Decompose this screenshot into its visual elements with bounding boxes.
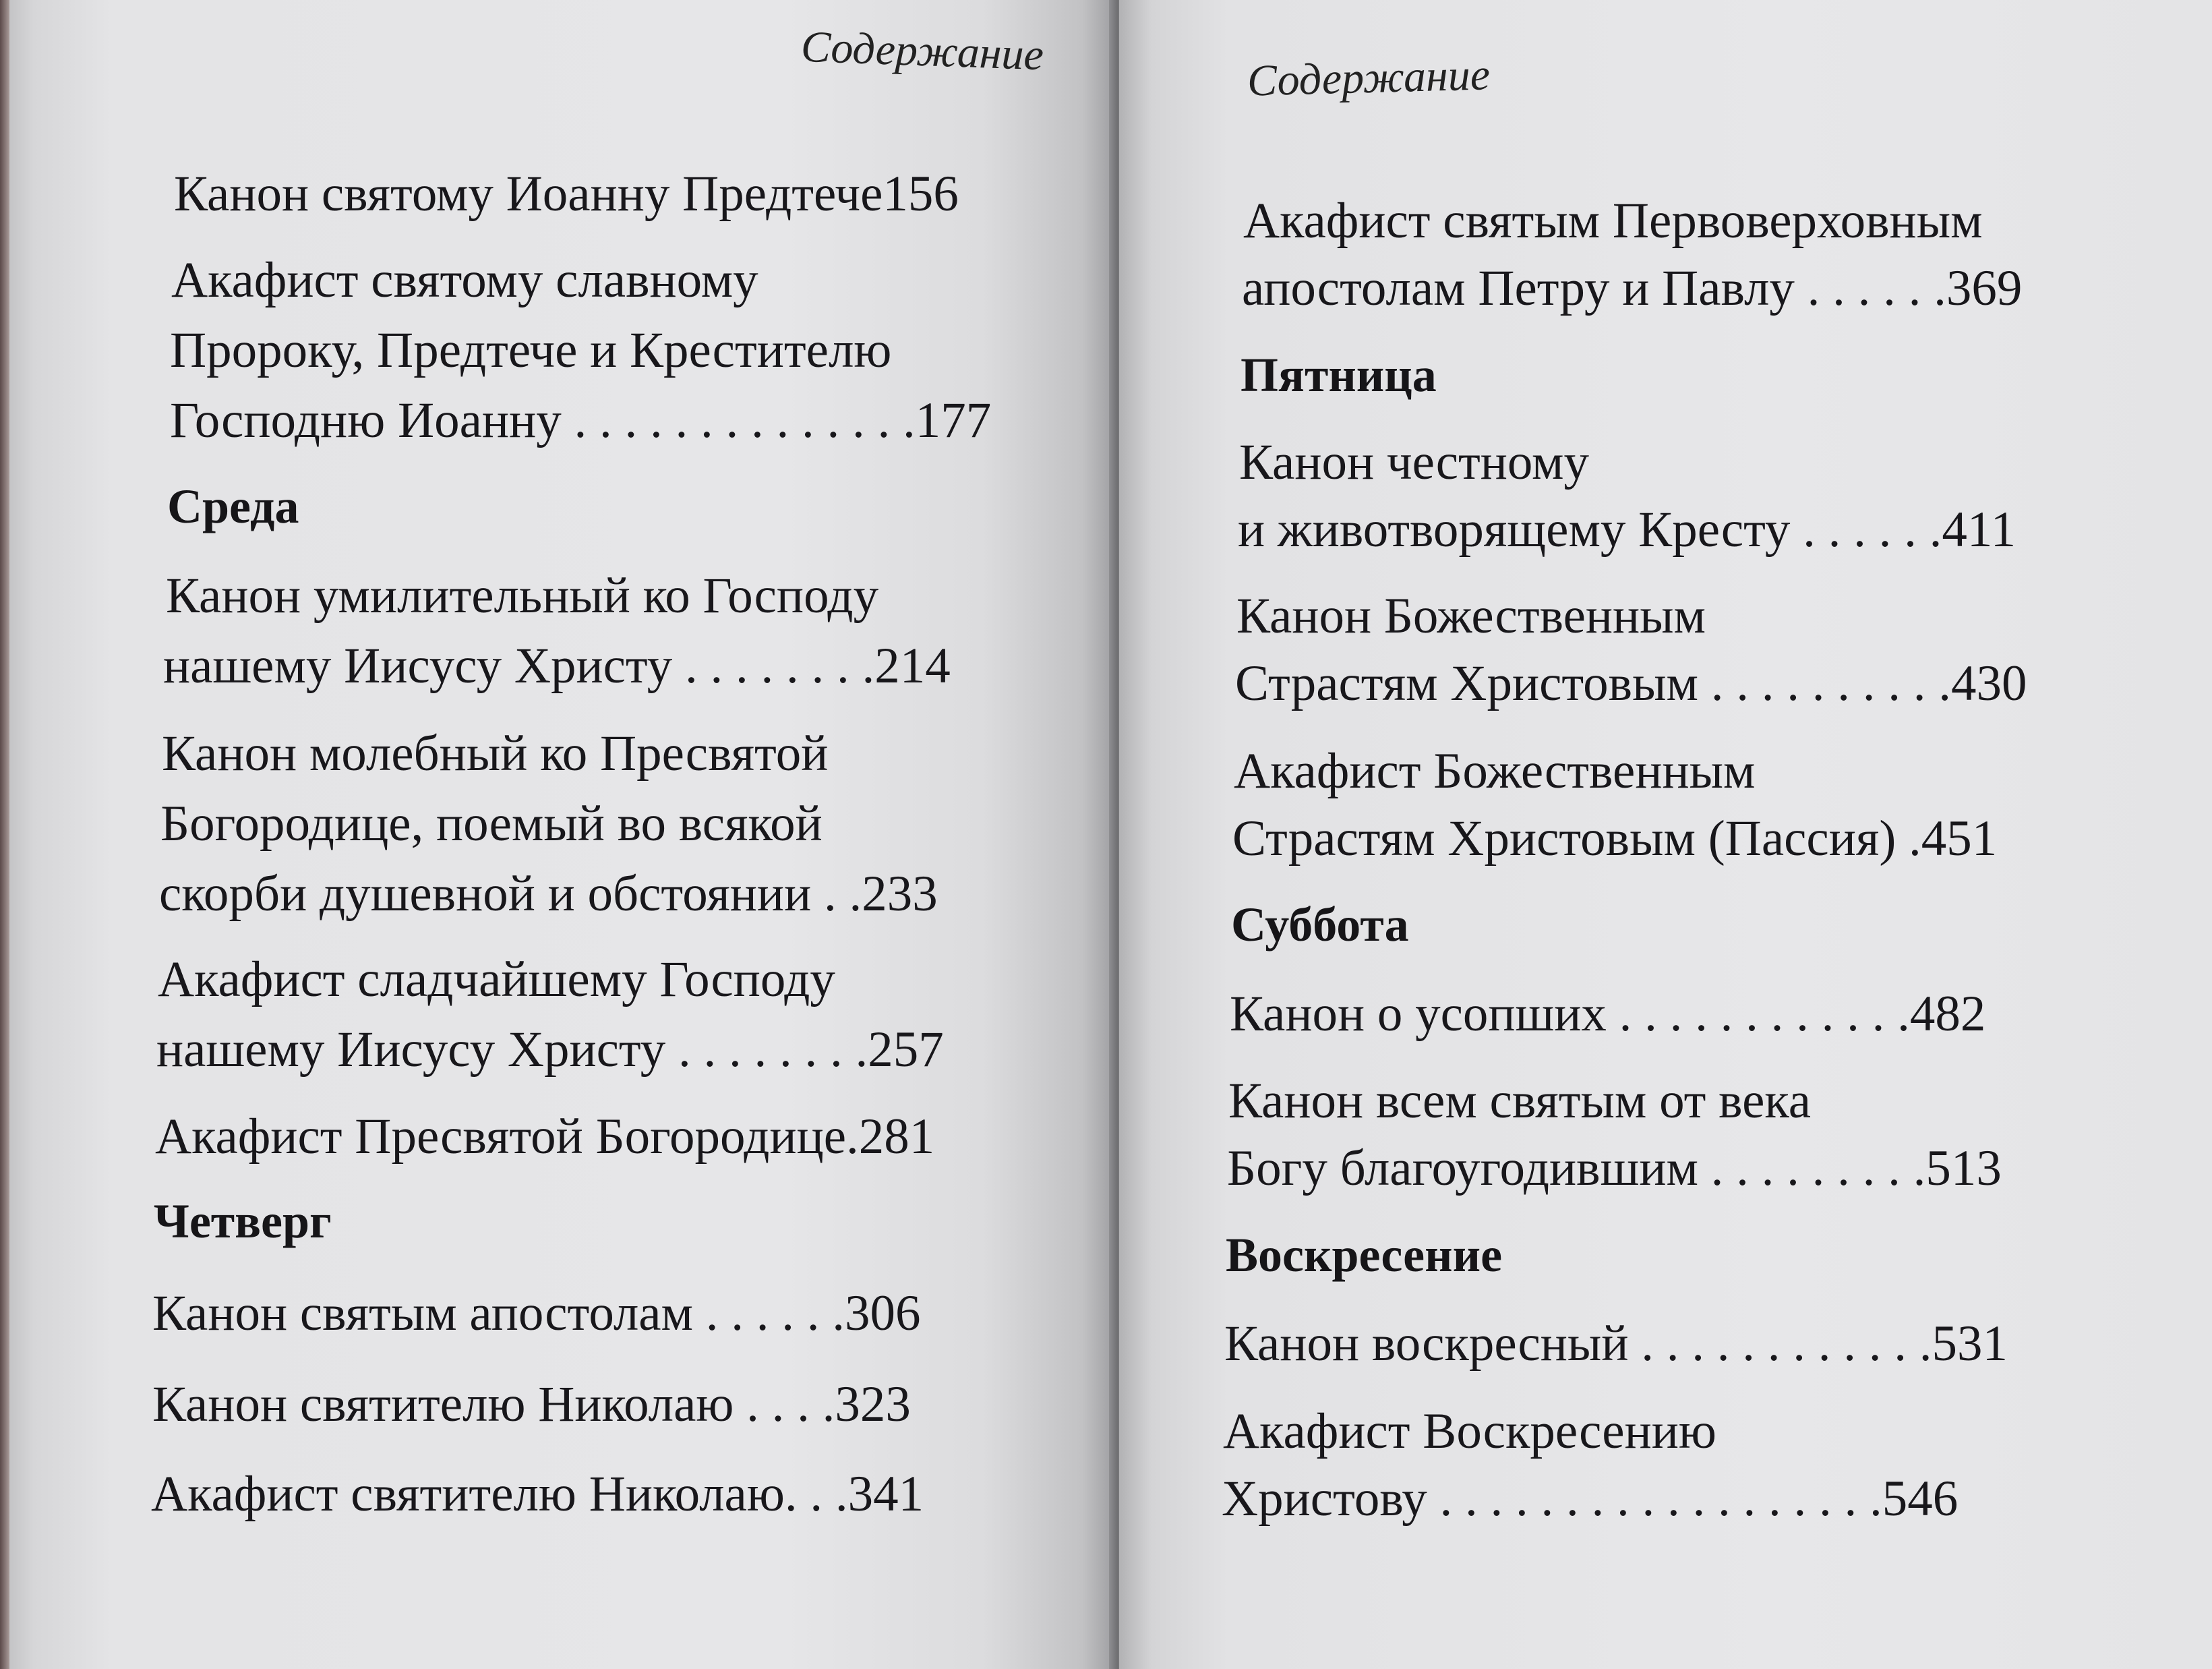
toc-entry-line-with-page: нашему Иисусу Христу . . . . . . . .257 bbox=[156, 1022, 944, 1078]
section-heading: Суббота bbox=[1231, 898, 1409, 951]
toc-entry-line-with-page: Канон святому Иоанну Предтече156 bbox=[174, 166, 959, 222]
toc-entry-line-with-page: Господню Иоанну . . . . . . . . . . . . . .177 bbox=[170, 392, 992, 448]
toc-entry-line-with-page: апостолам Петру и Павлу . . . . . .369 bbox=[1242, 260, 2023, 316]
toc-entry-line-with-page: Страстям Христовым . . . . . . . . . .430 bbox=[1235, 655, 2027, 711]
toc-entry-line: Канон Божественным bbox=[1236, 588, 1706, 644]
toc-entry-line: Акафист Воскресению bbox=[1223, 1403, 1716, 1459]
toc-entry-line-with-page: Богу благоугодившим . . . . . . . . .513 bbox=[1227, 1140, 2002, 1196]
toc-entry-line: Канон умилительный ко Господу bbox=[166, 568, 879, 624]
toc-entry-line-with-page: Канон святителю Николаю . . . .323 bbox=[152, 1376, 911, 1432]
toc-entry-line-with-page: нашему Иисусу Христу . . . . . . . .214 bbox=[163, 638, 951, 694]
section-heading: Воскресение bbox=[1226, 1228, 1503, 1282]
toc-entry-line: Богородице, поемый во всякой bbox=[160, 796, 823, 852]
section-heading: Четверг bbox=[154, 1194, 332, 1248]
toc-entry-line-with-page: Христову . . . . . . . . . . . . . . . . . .546 bbox=[1222, 1471, 1959, 1527]
toc-entry-line-with-page: Акафист Пресвятой Богородице.281 bbox=[155, 1109, 935, 1165]
toc-entry-line-with-page: Канон святым апостолам . . . . . .306 bbox=[152, 1285, 921, 1341]
toc-entry-line: Акафист Божественным bbox=[1234, 743, 1756, 799]
toc-entry-line-with-page: скорби душевной и обстоянии . .233 bbox=[159, 866, 938, 922]
running-head: Содержание bbox=[1247, 50, 1491, 106]
toc-entry-line-with-page: Канон воскресный . . . . . . . . . . . .531 bbox=[1224, 1316, 2008, 1372]
toc-entry-line: Акафист святым Первоверховным bbox=[1243, 193, 1983, 249]
toc-entry-line: Канон молебный ко Пресвятой bbox=[162, 726, 829, 782]
toc-entry-line: Канон честному bbox=[1239, 434, 1589, 490]
right-page bbox=[1119, 0, 2212, 1669]
toc-entry-line: Акафист сладчайшему Господу bbox=[158, 951, 835, 1007]
toc-entry-line-with-page: Канон о усопших . . . . . . . . . . . .482 bbox=[1230, 986, 1986, 1042]
toc-entry-line-with-page: Акафист святителю Николаю. . .341 bbox=[151, 1466, 924, 1522]
section-heading: Пятница bbox=[1240, 348, 1437, 402]
toc-entry-line: Пророку, Предтече и Крестителю bbox=[170, 322, 892, 378]
toc-entry-line-with-page: и животворящему Кресту . . . . . .411 bbox=[1238, 502, 2016, 558]
left-page-edge bbox=[0, 0, 9, 1669]
toc-entry-line: Акафист святому славному bbox=[171, 252, 758, 308]
toc-entry-line-with-page: Страстям Христовым (Пассия) .451 bbox=[1232, 811, 1998, 867]
running-head: Содержание bbox=[800, 22, 1045, 80]
section-heading: Среда bbox=[167, 479, 299, 533]
toc-entry-line: Канон всем святым от века bbox=[1228, 1073, 1812, 1129]
